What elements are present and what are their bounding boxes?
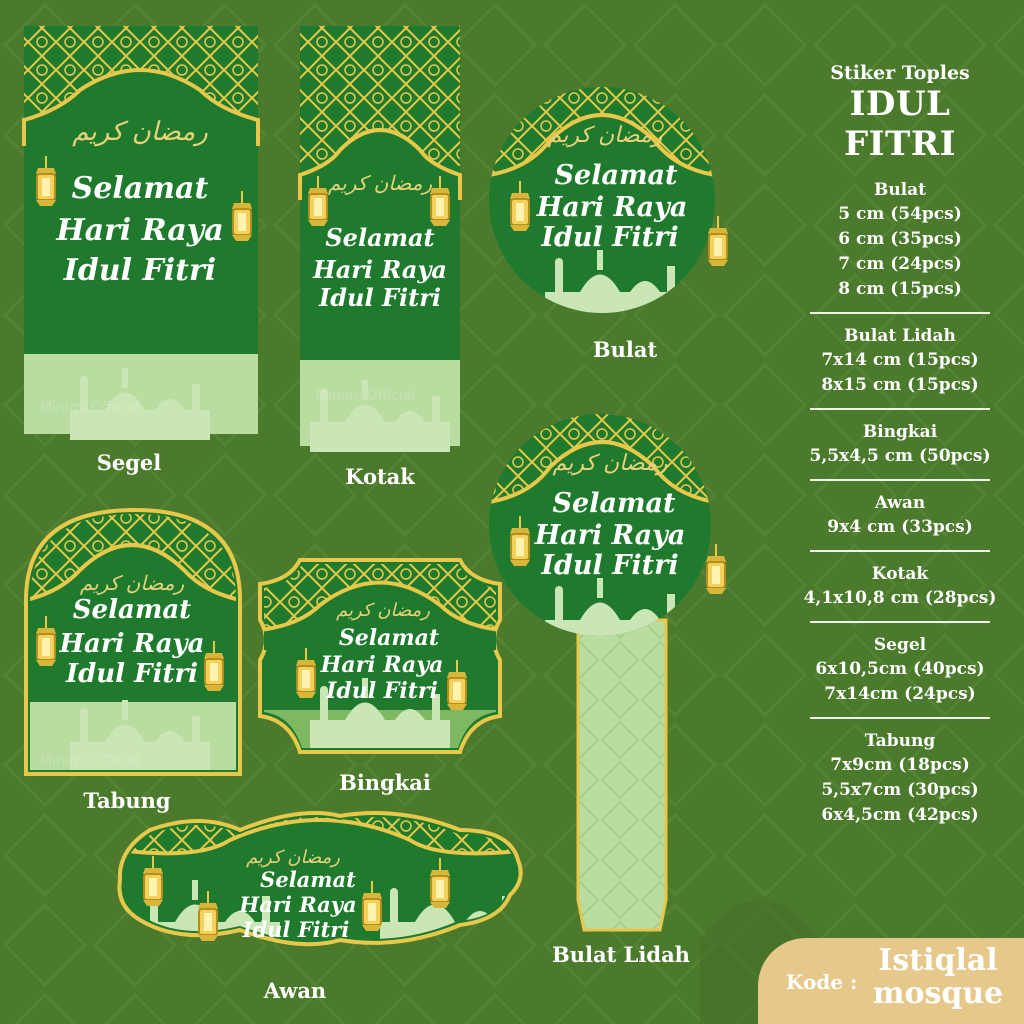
arabic-text: رمضان كريم	[327, 171, 433, 195]
info-group-bulat-lidah	[790, 324, 1010, 398]
info-size: 6 cm (35pcs)	[838, 229, 962, 249]
arabic-text: رمضان كريم	[246, 847, 340, 868]
sticker-line1: Selamat	[260, 867, 356, 892]
info-title: IDUL FITRI	[843, 84, 956, 164]
arabic-text: رمضان كريم	[547, 123, 663, 148]
info-subtitle: Stiker Toples	[830, 62, 970, 84]
sticker-line3: Idul Fitri	[65, 659, 199, 689]
info-size: 4,1x10,8 cm (28pcs)	[803, 588, 997, 608]
info-size: 8 cm (15pcs)	[838, 279, 962, 299]
sticker-line3: Idul Fitri	[242, 917, 350, 942]
info-group-bingkai	[790, 420, 1010, 469]
sticker-line3: Idul Fitri	[63, 253, 217, 288]
info-size: 8x15 cm (15pcs)	[821, 375, 979, 395]
divider	[810, 408, 990, 410]
divider	[810, 621, 990, 623]
sticker-line1: Selamat	[71, 171, 209, 206]
arabic-text: رمضان كريم	[79, 571, 185, 595]
info-group-name: Awan	[874, 493, 926, 513]
info-group-awan	[790, 491, 1010, 540]
label-kotak: Kotak	[345, 464, 415, 489]
info-group-segel	[790, 633, 1010, 707]
info-size: 7 cm (24pcs)	[838, 254, 962, 274]
info-group-name: Tabung	[864, 731, 936, 751]
sticker-line1: Selamat	[72, 595, 192, 625]
info-size: 9x4 cm (33pcs)	[827, 517, 973, 537]
watermark: Minimi Official	[316, 388, 416, 404]
info-group-name: Bulat	[873, 180, 927, 200]
sticker-tabung	[26, 510, 240, 774]
sticker-kotak	[300, 26, 460, 452]
info-size: 7x14cm (24pcs)	[824, 684, 976, 704]
watermark: Minimi Official	[40, 753, 140, 769]
info-group-name: Segel	[873, 635, 927, 655]
info-group-name: Kotak	[871, 564, 929, 584]
sticker-line1: Selamat	[554, 160, 678, 191]
size-info-panel	[790, 62, 1010, 828]
arabic-text: رمضان كريم	[552, 451, 668, 476]
info-group-tabung	[790, 729, 1010, 828]
divider	[810, 312, 990, 314]
label-bulat: Bulat	[592, 337, 658, 362]
sticker-line2: Hari Raya	[536, 192, 688, 223]
sticker-line2: Hari Raya	[239, 892, 357, 917]
label-segel: Segel	[96, 450, 162, 475]
info-size: 5,5x7cm (30pcs)	[821, 780, 979, 800]
divider	[810, 550, 990, 552]
sticker-line3: Idul Fitri	[541, 550, 679, 581]
arabic-text: رمضان كريم	[336, 600, 430, 621]
sticker-bingkai	[260, 560, 500, 752]
kode-badge	[758, 938, 1024, 1024]
kode-name: Istiqlal mosque	[872, 943, 1004, 1011]
info-size: 6x4,5cm (42pcs)	[821, 805, 979, 825]
sticker-line1: Selamat	[552, 488, 676, 519]
divider	[810, 717, 990, 719]
kode-label: Kode :	[786, 970, 858, 994]
info-group-name: Bingkai	[862, 422, 938, 442]
info-size: 7x14 cm (15pcs)	[821, 350, 979, 370]
sticker-line2: Hari Raya	[59, 629, 205, 659]
sticker-line2: Hari Raya	[320, 652, 444, 678]
sticker-line1: Selamat	[325, 223, 435, 252]
info-group-name: Bulat Lidah	[844, 326, 956, 346]
label-awan: Awan	[263, 978, 327, 1003]
info-size: 6x10,5cm (40pcs)	[815, 659, 985, 679]
watermark: Minimi Official	[40, 400, 140, 416]
sticker-line2: Hari Raya	[313, 255, 447, 284]
sticker-line2: Hari Raya	[56, 213, 224, 248]
arabic-text: رمضان كريم	[72, 117, 208, 147]
info-size: 5 cm (54pcs)	[838, 204, 962, 224]
label-tabung: Tabung	[83, 788, 171, 813]
label-bingkai: Bingkai	[339, 770, 431, 795]
info-group-bulat	[790, 178, 1010, 302]
sticker-line3: Idul Fitri	[541, 222, 679, 253]
sticker-segel	[24, 26, 258, 440]
divider	[810, 479, 990, 481]
info-size: 5,5x4,5 cm (50pcs)	[809, 446, 991, 466]
label-bulat-lidah: Bulat Lidah	[552, 942, 690, 967]
sticker-line1: Selamat	[338, 625, 440, 651]
sticker-line2: Hari Raya	[534, 520, 686, 551]
sticker-line3: Idul Fitri	[326, 678, 438, 704]
sticker-line3: Idul Fitri	[319, 283, 441, 312]
info-size: 7x9cm (18pcs)	[830, 755, 970, 775]
info-group-kotak	[790, 562, 1010, 611]
